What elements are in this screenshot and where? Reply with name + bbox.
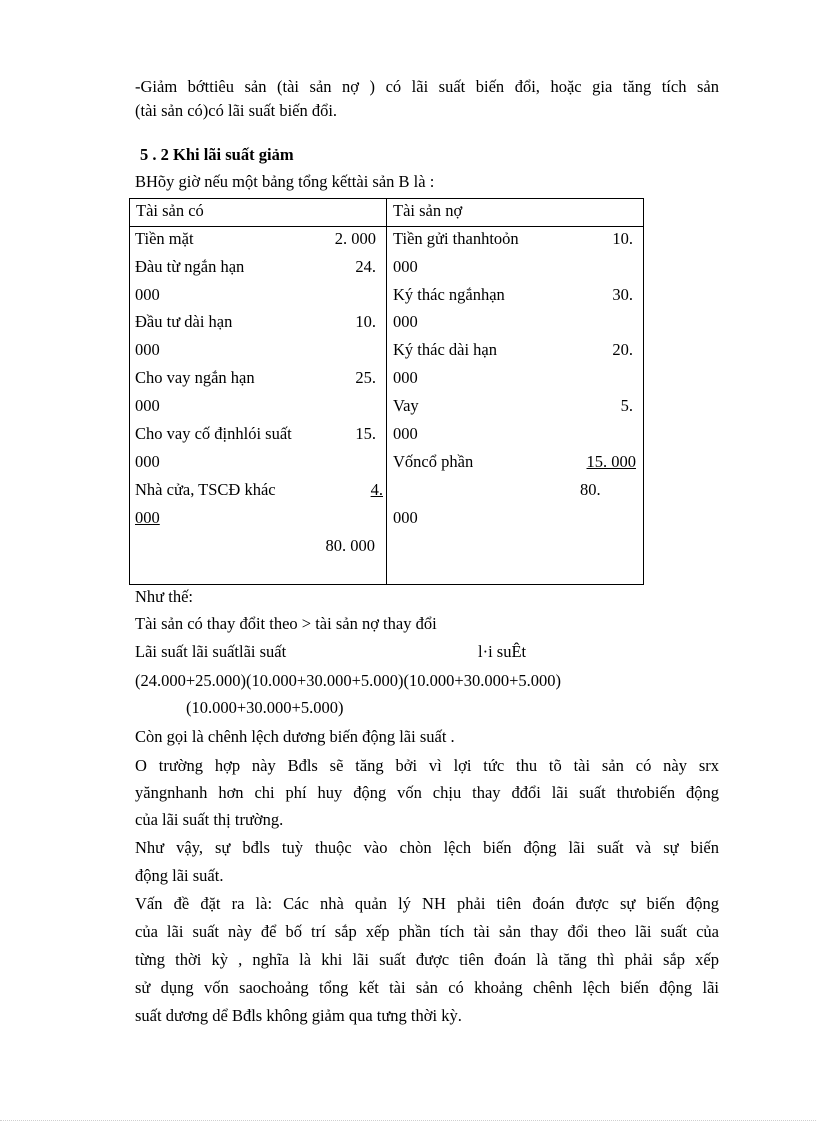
- asset-row-label: 000: [135, 396, 160, 415]
- text-line: Còn gọi là chênh lệch dương biến động lãi suất .: [135, 727, 455, 746]
- text-line: Như thế:: [135, 587, 193, 606]
- assets-total: 80. 000: [325, 536, 375, 555]
- paragraph-line: từng thời kỳ , nghĩa là khi lãi suất được tiên đoán là tăng thì phải sắp xếp: [135, 950, 719, 969]
- table-header-assets: Tài sản có: [136, 201, 204, 220]
- text-line: l·i suÊt: [478, 642, 527, 661]
- page-bottom-rule: [0, 1120, 816, 1121]
- liability-row-value: 10.: [612, 229, 633, 248]
- asset-row-value: 25.: [355, 368, 376, 387]
- formula-line: (10.000+30.000+5.000): [186, 698, 344, 717]
- paragraph-line: động lãi suất.: [135, 866, 224, 885]
- asset-row-value: 10.: [355, 312, 376, 331]
- text-line: Lãi suất lãi suấtlãi suất: [135, 642, 287, 661]
- asset-row-value: 2. 000: [334, 229, 376, 248]
- section-heading: 5 . 2 Khi lãi suất giảm: [140, 145, 294, 164]
- asset-row-label: 000: [135, 508, 160, 527]
- table-column-divider: [386, 199, 387, 584]
- liability-row-label: Ký thác dài hạn: [393, 340, 498, 359]
- table-header-liabilities: Tài sản nợ: [393, 201, 463, 220]
- text-line: Tài sản có thay đổit theo > tài sản nợ thay đổi: [135, 614, 437, 633]
- liabilities-total: 80.: [580, 480, 601, 499]
- liability-row-label: Tiền gửi thanhtoỏn: [393, 229, 519, 248]
- asset-row-value: 24.: [355, 257, 376, 276]
- liability-row-label: Vay: [393, 396, 419, 415]
- liability-row-label: 000: [393, 368, 418, 387]
- liability-row-label: 000: [393, 312, 418, 331]
- asset-row-label: 000: [135, 340, 160, 359]
- asset-row-value: 4.: [370, 480, 383, 499]
- liability-row-value: 20.: [612, 340, 633, 359]
- liability-row-value: 30.: [612, 285, 633, 304]
- asset-row-label: Tiền mặt: [135, 229, 194, 248]
- liability-row-label: 000: [393, 257, 418, 276]
- liability-row-value: 15. 000: [586, 452, 636, 471]
- paragraph-line: sử dụng vốn saochoảng tổng kết tài sản có khoảng chênh lệch biến động lãi: [135, 978, 719, 997]
- asset-row-label: Đàu từ ngắn hạn: [135, 257, 245, 276]
- asset-row-label: Đầu tư dài hạn: [135, 312, 233, 331]
- asset-row-label: Nhà cửa, TSCĐ khác: [135, 480, 276, 499]
- section-lead: BHõy giờ nếu một bảng tổng kếttài sản B là :: [135, 172, 435, 191]
- paragraph-line: Vấn đề đặt ra là: Các nhà quản lý NH phải tiên đoán được sự biến động: [135, 894, 719, 913]
- liability-row-label: Ký thác ngắnhạn: [393, 285, 505, 304]
- asset-row-label: 000: [135, 285, 160, 304]
- paragraph-line: suất dương dể Bđls không giảm qua tưng thời kỳ.: [135, 1006, 462, 1025]
- paragraph-line: của lãi suất này để bố trí sắp xếp phần tích tài sản thay đổi theo lãi suất của: [135, 922, 719, 941]
- formula-line: (24.000+25.000)(10.000+30.000+5.000)(10.000+30.000+5.000): [135, 671, 561, 690]
- paragraph-line: Như vậy, sự bđls tuỳ thuộc vào chòn lệch biến động lãi suất và sự biến: [135, 838, 719, 857]
- asset-row-value: 15.: [355, 424, 376, 443]
- asset-row-label: Cho vay cố địnhlói suất: [135, 424, 292, 443]
- liability-row-label: 000: [393, 424, 418, 443]
- intro-line-1: -Giảm bớttiêu sản (tài sản nợ ) có lãi suất biến đổi, hoặc gia tăng tích sản: [135, 77, 719, 96]
- liabilities-total-tail: 000: [393, 508, 418, 527]
- intro-line-2: (tài sản có)có lãi suất biến đổi.: [135, 101, 338, 120]
- liability-row-value: 5.: [620, 396, 633, 415]
- asset-row-label: 000: [135, 452, 160, 471]
- paragraph-line: của lãi suất thị trường.: [135, 810, 284, 829]
- asset-row-label: Cho vay ngắn hạn: [135, 368, 255, 387]
- paragraph-line: yăngnhanh hơn chi phí huy động vốn chịu thay đđổi lãi suất thưobiến động: [135, 783, 719, 802]
- paragraph-line: O trường hợp này Bđls sẽ tăng bởi vì lợi tức thu tõ tài sản có này srx: [135, 756, 719, 775]
- liability-row-label: Vốncổ phần: [393, 452, 474, 471]
